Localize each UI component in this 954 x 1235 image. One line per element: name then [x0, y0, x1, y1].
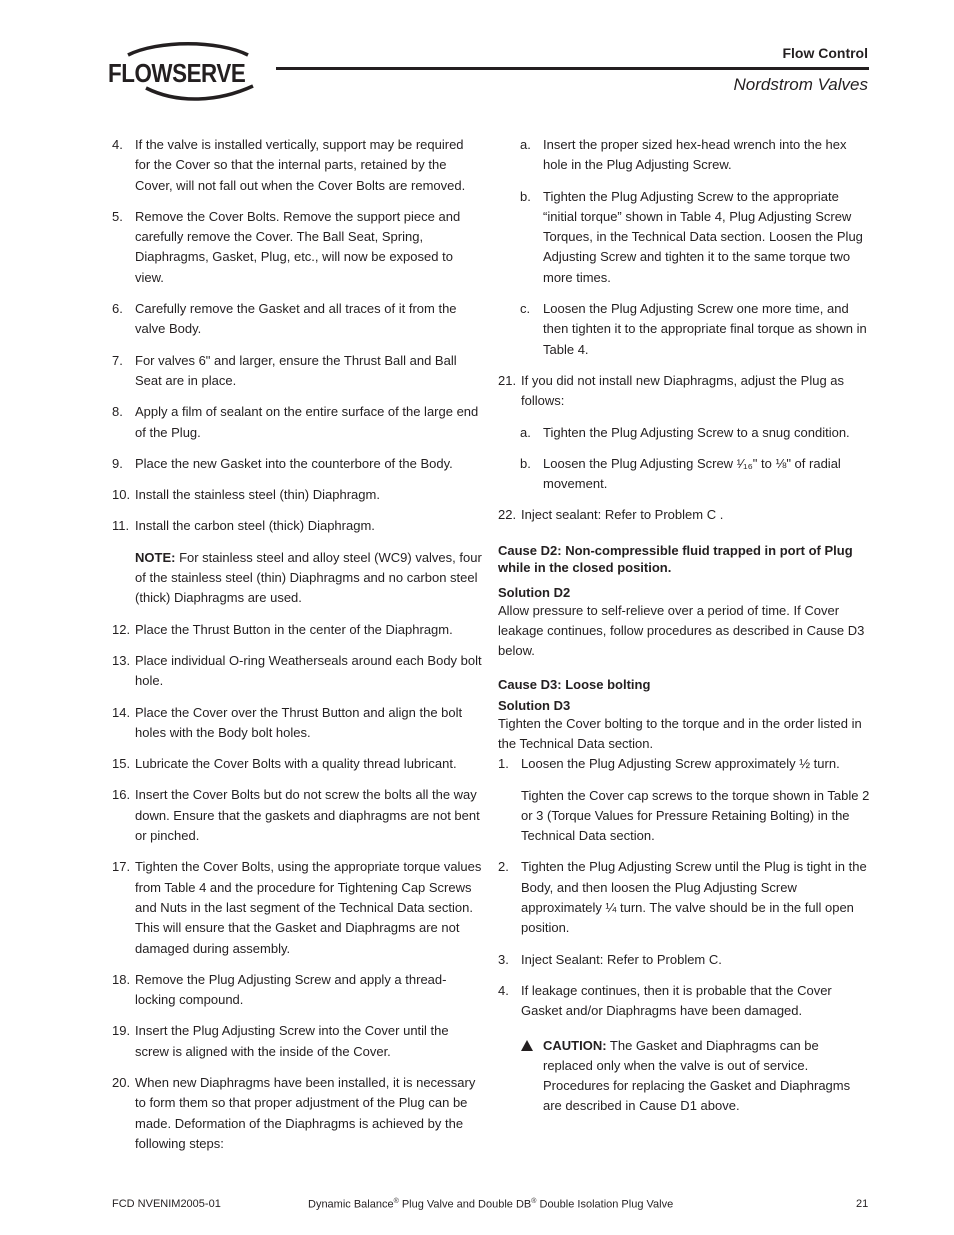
sub-item: c. Loosen the Plug Adjusting Screw one more time, and then tighten it to the appropriate final torque as shown in Table 4. [520, 301, 867, 357]
list-item: 11. Install the carbon steel (thick) Diaphragm. [112, 518, 375, 534]
right-column [498, 135, 870, 1117]
sub-item: b. Loosen the Plug Adjusting Screw ¹⁄₁₆" to ⅛" of radial movement. [520, 455, 841, 492]
sub-item: b. Tighten the Plug Adjusting Screw to the appropriate “initial torque” shown in Table 4, Plug Adjusting Screw Torques, in the Technical Data section. Loosen the Plug Adjusting Screw and tighten it to the same torque two more times. [520, 188, 863, 285]
note-text: For stainless steel and alloy steel (WC9) valves, four of the stainless steel (thin) Diaphragms and no carbon steel (thick) Diaphragms are used. [135, 549, 482, 606]
list-item: 8. Apply a film of sealant on the entire surface of the large end of the Plug. [112, 404, 479, 440]
list-item: 6. Carefully remove the Gasket and all traces of it from the valve Body. [112, 301, 457, 337]
flowserve-logo [108, 42, 270, 102]
sub-item: a. Tighten the Plug Adjusting Screw to a snug condition. [520, 424, 850, 440]
solution-d3-text: Tighten the Cover bolting to the torque and in the order listed in the Technical Data section. [498, 715, 862, 751]
paragraph: Tighten the Cover cap screws to the torque shown in Table 2 or 3 (Torque Values for Pressure Retaining Bolting) in the Technical Data section. [521, 787, 870, 844]
logo-wordmark: FLOWSERVE [108, 58, 246, 88]
cause-d2-heading: Cause D2: Non-compressible fluid trapped in port of Plug while in the closed position. [498, 542, 853, 575]
footer-doc-code: FCD NVENIM2005-01 [112, 1198, 221, 1210]
note-label: NOTE: [135, 549, 176, 565]
caution-label: CAUTION: [543, 1037, 607, 1053]
left-column [112, 135, 482, 1165]
list-item: 18. Remove the Plug Adjusting Screw and apply a thread-locking compound. [112, 971, 447, 1008]
list-item: 9. Place the new Gasket into the counterbore of the Body. [112, 455, 453, 471]
footer-page-number: 21 [856, 1198, 869, 1210]
header-rule [276, 67, 869, 70]
list-item: 1. Loosen the Plug Adjusting Screw approximately ½ turn. [498, 756, 840, 772]
list-item: 10. Install the stainless steel (thin) Diaphragm. [112, 487, 380, 503]
caution-note [498, 1036, 870, 1117]
list-item: 3. Inject Sealant: Refer to Problem C. [498, 951, 722, 967]
footer-title: Dynamic Balance® Plug Valve and Double DB® Double Isolation Plug Valve [308, 1198, 674, 1211]
list-item: 4. If the valve is installed vertically, support may be required for the Cover so that the internal parts, retained by the Cover, will not fall out when the Cover Bolts are removed. [112, 137, 466, 193]
list-item: 13. Place individual O-ring Weatherseals around each Body bolt hole. [112, 652, 482, 689]
list-item: 20. When new Diaphragms have been installed, it is necessary to form them so that proper adjustment of the Plug can be made. Deformation of the Diaphragms is achieved by the following steps: [112, 1074, 476, 1151]
list-item: 7. For valves 6" and larger, ensure the Thrust Ball and Ball Seat are in place. [112, 352, 457, 388]
solution-d3-heading: Solution D3 [498, 697, 571, 713]
list-item: 2. Tighten the Plug Adjusting Screw until the Plug is tight in the Body, and then loosen the Plug Adjusting Screw approximately ¼ turn. The valve should be in the full open position. [498, 859, 867, 936]
list-item: 22. Inject sealant: Refer to Problem C . [498, 507, 724, 523]
list-item: 12. Place the Thrust Button in the center of the Diaphragm. [112, 621, 453, 637]
list-item: 14. Place the Cover over the Thrust Button and align the bolt holes with the Body bolt holes. [112, 704, 463, 740]
solution-d2-text: Allow pressure to self-relieve over a period of time. If Cover leakage continues, follow procedures as described in Cause D3 below. [498, 602, 865, 659]
header-section: Flow Control [782, 45, 868, 61]
warning-icon [521, 1040, 533, 1051]
solution-d2-heading: Solution D2 [498, 584, 571, 600]
list-item: 21. If you did not install new Diaphragms, adjust the Plug as follows: [498, 372, 845, 409]
list-item: 15. Lubricate the Cover Bolts with a quality thread lubricant. [112, 756, 457, 772]
list-item: 17. Tighten the Cover Bolts, using the appropriate torque values from Table 4 and the procedure for Tightening Cap Screws and Nuts in the last segment of the Technical Data section. This will ensure that the Gasket and Diaphragms are not damaged during assembly. [112, 859, 482, 956]
sub-item: a. Insert the proper sized hex-head wrench into the hex hole in the Plug Adjusting Screw. [520, 137, 847, 173]
cause-d3-heading: Cause D3: Loose bolting [498, 676, 651, 692]
list-item: 19. Insert the Plug Adjusting Screw into the Cover until the screw is aligned with the inside of the Cover. [112, 1023, 449, 1059]
list-item: 16. Insert the Cover Bolts but do not screw the bolts all the way down. Ensure that the gaskets and diaphragms are not bent or pinched. [112, 787, 480, 844]
note [112, 548, 482, 609]
list-item: 5. Remove the Cover Bolts. Remove the support piece and carefully remove the Cover. The Ball Seat, Spring, Diaphragms, Gasket, Plug, etc., will now be exposed to view. [112, 208, 461, 285]
header-subtitle: Nordstrom Valves [733, 75, 868, 94]
caution-text: The Gasket and Diaphragms can be replaced only when the valve is out of service. Procedures for replacing the Gasket and Diaphragms are described in Cause D1 above. [543, 1037, 851, 1114]
list-item: 4. If leakage continues, then it is probable that the Cover Gasket and/or Diaphragms have been damaged. [498, 982, 832, 1019]
